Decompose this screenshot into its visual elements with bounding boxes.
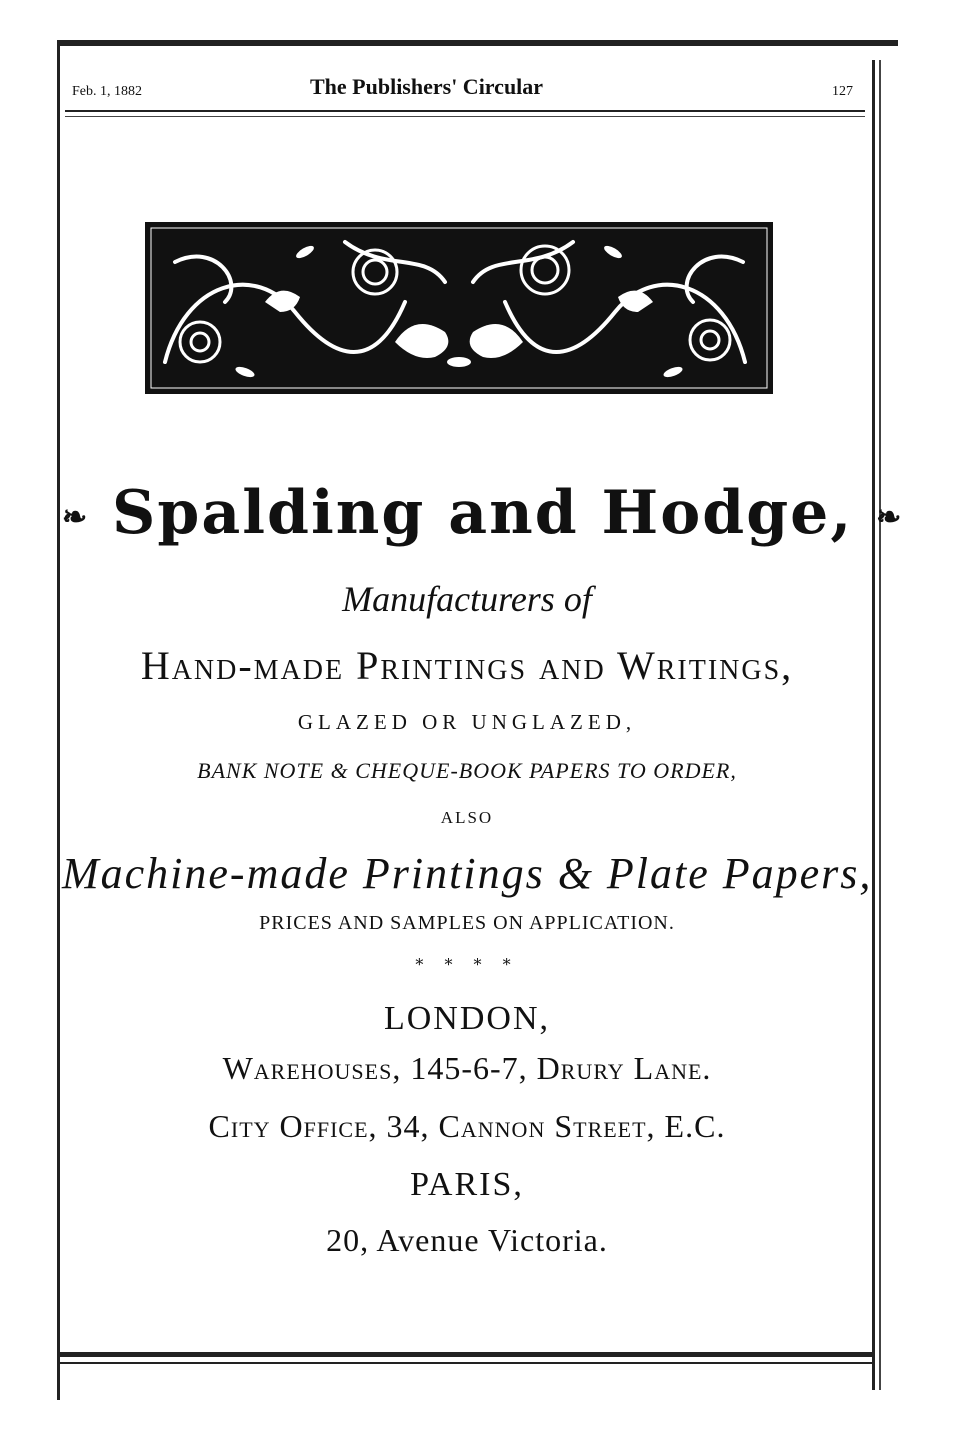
machine-made-line: Machine-made Printings & Plate Papers,: [62, 849, 873, 898]
fleuron-left-icon: ❧: [62, 500, 90, 535]
right-frame-rule: [872, 60, 875, 1390]
manufacturers-of: Manufacturers of: [342, 579, 592, 619]
city-office-address: City Office, 34, Cannon Street, E.C.: [208, 1108, 726, 1144]
header-rule: [65, 110, 865, 112]
running-head-date: Feb. 1, 1882: [72, 84, 142, 99]
left-frame-rule: [57, 40, 60, 1400]
star-separator: * * * *: [415, 955, 519, 974]
page-number: 127: [832, 84, 853, 99]
top-frame-rule: [60, 40, 898, 46]
paris-heading: PARIS,: [410, 1166, 524, 1203]
firm-name: [62, 478, 904, 548]
bottom-frame-rule-inner: [60, 1362, 875, 1364]
firm-name-text: Spalding and Hodge,: [112, 478, 854, 548]
right-frame-rule-inner: [879, 60, 881, 1390]
glazed-line: GLAZED OR UNGLAZED,: [297, 710, 637, 734]
hand-made-line: Hand-made Printings and Writings,: [140, 643, 794, 688]
paris-address: 20, Avenue Victoria.: [326, 1222, 608, 1258]
banknote-line: BANK NOTE & CHEQUE-BOOK PAPERS TO ORDER,: [197, 758, 737, 783]
running-head-title: The Publishers' Circular: [310, 74, 544, 99]
bottom-frame-rule: [60, 1352, 875, 1357]
prices-line: PRICES AND SAMPLES ON APPLICATION.: [259, 912, 675, 934]
warehouses-address: Warehouses, 145-6-7, Drury Lane.: [222, 1050, 712, 1086]
fleuron-right-icon: ❧: [876, 500, 904, 535]
header-rule-thin: [65, 116, 865, 117]
floral-banner-icon: [145, 222, 773, 394]
also-line: ALSO: [440, 808, 494, 827]
london-heading: LONDON,: [383, 1000, 551, 1037]
